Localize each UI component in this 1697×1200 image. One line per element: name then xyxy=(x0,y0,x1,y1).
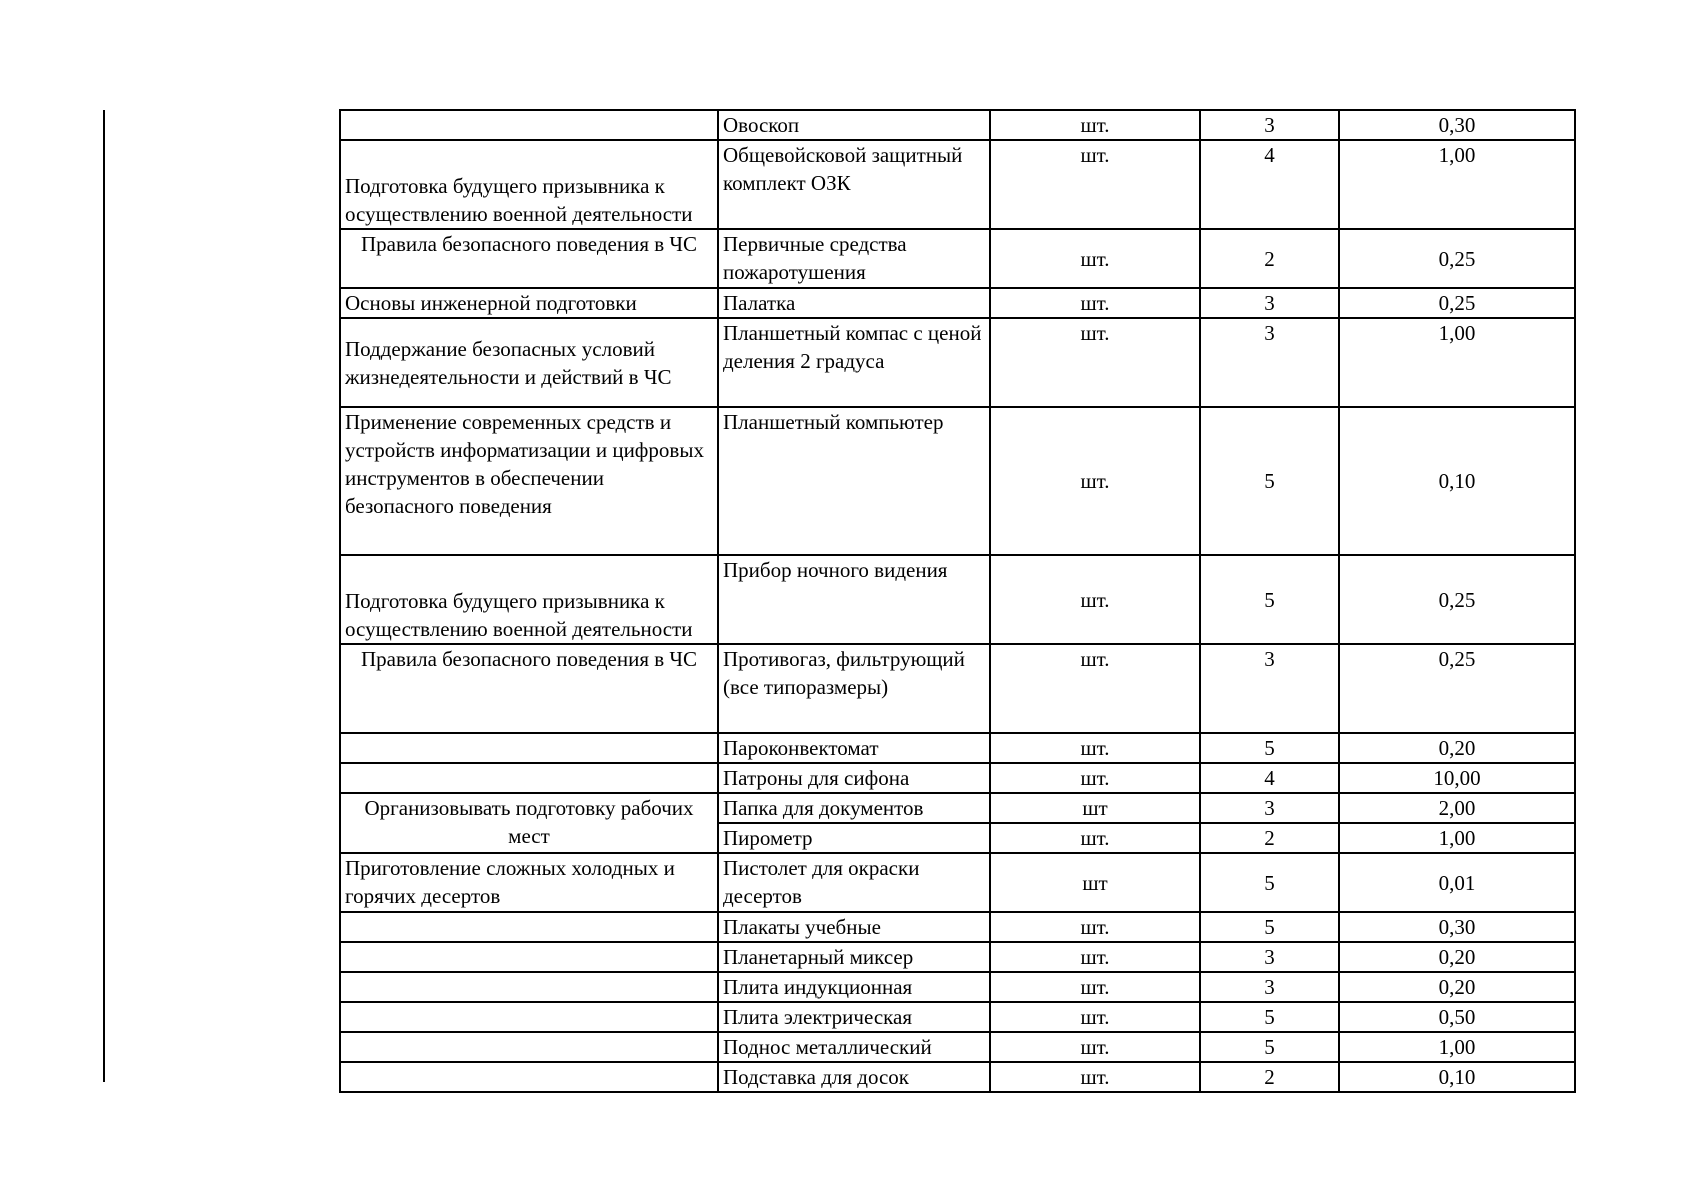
topic-cell: Подготовка будущего призывника к осуществлению военной деятельности xyxy=(340,140,718,229)
item-cell: Планетарный миксер xyxy=(718,942,990,972)
qty-cell: 2 xyxy=(1200,229,1339,288)
table-row xyxy=(340,793,1575,823)
topic-cell xyxy=(340,733,718,763)
table-row xyxy=(340,912,1575,942)
table-row xyxy=(340,288,1575,318)
item-cell: Плита индукционная xyxy=(718,972,990,1002)
qty-cell: 3 xyxy=(1200,644,1339,733)
topic-cell: Поддержание безопасных условий жизнедеятельности и действий в ЧС xyxy=(340,318,718,407)
qty-cell: 3 xyxy=(1200,942,1339,972)
table-row xyxy=(340,1002,1575,1032)
norm-cell: 0,25 xyxy=(1339,644,1575,733)
unit-cell: шт. xyxy=(990,140,1200,229)
item-cell: Палатка xyxy=(718,288,990,318)
table-row xyxy=(340,972,1575,1002)
norm-cell: 10,00 xyxy=(1339,763,1575,793)
norm-cell: 0,10 xyxy=(1339,1062,1575,1092)
table-row xyxy=(340,1062,1575,1092)
unit-cell: шт. xyxy=(990,407,1200,555)
qty-cell: 3 xyxy=(1200,318,1339,407)
norm-cell: 0,20 xyxy=(1339,972,1575,1002)
table-row xyxy=(340,763,1575,793)
qty-cell: 2 xyxy=(1200,1062,1339,1092)
table-row xyxy=(340,140,1575,229)
qty-cell: 3 xyxy=(1200,793,1339,823)
item-cell: Прибор ночного видения xyxy=(718,555,990,644)
topic-cell xyxy=(340,1062,718,1092)
unit-cell: шт. xyxy=(990,1032,1200,1062)
unit-cell: шт. xyxy=(990,1062,1200,1092)
topic-cell: Организовывать подготовку рабочих мест xyxy=(340,793,718,853)
qty-cell: 5 xyxy=(1200,912,1339,942)
norm-cell: 0,30 xyxy=(1339,110,1575,140)
page-margin-line xyxy=(103,110,105,1082)
norm-cell: 0,25 xyxy=(1339,555,1575,644)
norm-cell: 1,00 xyxy=(1339,1032,1575,1062)
norm-cell: 0,10 xyxy=(1339,407,1575,555)
qty-cell: 5 xyxy=(1200,733,1339,763)
table-row xyxy=(340,644,1575,733)
table-row xyxy=(340,110,1575,140)
unit-cell: шт. xyxy=(990,1002,1200,1032)
topic-cell: Правила безопасного поведения в ЧС xyxy=(340,644,718,733)
qty-cell: 5 xyxy=(1200,853,1339,912)
unit-cell: шт xyxy=(990,793,1200,823)
qty-cell: 3 xyxy=(1200,288,1339,318)
unit-cell: шт xyxy=(990,853,1200,912)
unit-cell: шт. xyxy=(990,972,1200,1002)
topic-cell: Применение современных средств и устройств информатизации и цифровых инструментов в обеспечении безопасного поведения xyxy=(340,407,718,555)
topic-cell: Подготовка будущего призывника к осуществлению военной деятельности xyxy=(340,555,718,644)
norm-cell: 0,25 xyxy=(1339,229,1575,288)
item-cell: Первичные средства пожаротушения xyxy=(718,229,990,288)
item-cell: Папка для документов xyxy=(718,793,990,823)
norm-cell: 0,25 xyxy=(1339,288,1575,318)
table-row xyxy=(340,555,1575,644)
table-row xyxy=(340,1032,1575,1062)
item-cell: Пирометр xyxy=(718,823,990,853)
item-cell: Планшетный компьютер xyxy=(718,407,990,555)
norm-cell: 0,20 xyxy=(1339,942,1575,972)
qty-cell: 5 xyxy=(1200,407,1339,555)
qty-cell: 5 xyxy=(1200,1032,1339,1062)
norm-cell: 1,00 xyxy=(1339,823,1575,853)
norm-cell: 2,00 xyxy=(1339,793,1575,823)
unit-cell: шт. xyxy=(990,823,1200,853)
topic-cell xyxy=(340,972,718,1002)
topic-cell xyxy=(340,1002,718,1032)
norm-cell: 0,50 xyxy=(1339,1002,1575,1032)
equipment-table xyxy=(339,109,1576,1093)
topic-cell xyxy=(340,912,718,942)
topic-cell xyxy=(340,110,718,140)
unit-cell: шт. xyxy=(990,763,1200,793)
unit-cell: шт. xyxy=(990,942,1200,972)
table-row xyxy=(340,853,1575,912)
norm-cell: 1,00 xyxy=(1339,140,1575,229)
table-row xyxy=(340,733,1575,763)
item-cell: Планшетный компас с ценой деления 2 градуса xyxy=(718,318,990,407)
item-cell: Овоскоп xyxy=(718,110,990,140)
topic-cell xyxy=(340,763,718,793)
unit-cell: шт. xyxy=(990,733,1200,763)
topic-cell: Приготовление сложных холодных и горячих десертов xyxy=(340,853,718,912)
item-cell: Пистолет для окраски десертов xyxy=(718,853,990,912)
item-cell: Плита электрическая xyxy=(718,1002,990,1032)
unit-cell: шт. xyxy=(990,229,1200,288)
qty-cell: 3 xyxy=(1200,972,1339,1002)
unit-cell: шт. xyxy=(990,288,1200,318)
unit-cell: шт. xyxy=(990,318,1200,407)
item-cell: Патроны для сифона xyxy=(718,763,990,793)
qty-cell: 4 xyxy=(1200,140,1339,229)
unit-cell: шт. xyxy=(990,110,1200,140)
qty-cell: 5 xyxy=(1200,1002,1339,1032)
table-row xyxy=(340,318,1575,407)
qty-cell: 3 xyxy=(1200,110,1339,140)
qty-cell: 2 xyxy=(1200,823,1339,853)
topic-cell xyxy=(340,1032,718,1062)
topic-cell: Основы инженерной подготовки xyxy=(340,288,718,318)
item-cell: Поднос металлический xyxy=(718,1032,990,1062)
item-cell: Подставка для досок xyxy=(718,1062,990,1092)
norm-cell: 1,00 xyxy=(1339,318,1575,407)
item-cell: Общевойсковой защитный комплект ОЗК xyxy=(718,140,990,229)
item-cell: Противогаз, фильтрующий (все типоразмеры) xyxy=(718,644,990,733)
item-cell: Плакаты учебные xyxy=(718,912,990,942)
norm-cell: 0,30 xyxy=(1339,912,1575,942)
norm-cell: 0,20 xyxy=(1339,733,1575,763)
unit-cell: шт. xyxy=(990,644,1200,733)
unit-cell: шт. xyxy=(990,555,1200,644)
topic-cell xyxy=(340,942,718,972)
unit-cell: шт. xyxy=(990,912,1200,942)
topic-cell: Правила безопасного поведения в ЧС xyxy=(340,229,718,288)
norm-cell: 0,01 xyxy=(1339,853,1575,912)
qty-cell: 5 xyxy=(1200,555,1339,644)
table-row xyxy=(340,942,1575,972)
table-row xyxy=(340,229,1575,288)
table-row xyxy=(340,407,1575,555)
item-cell: Пароконвектомат xyxy=(718,733,990,763)
qty-cell: 4 xyxy=(1200,763,1339,793)
